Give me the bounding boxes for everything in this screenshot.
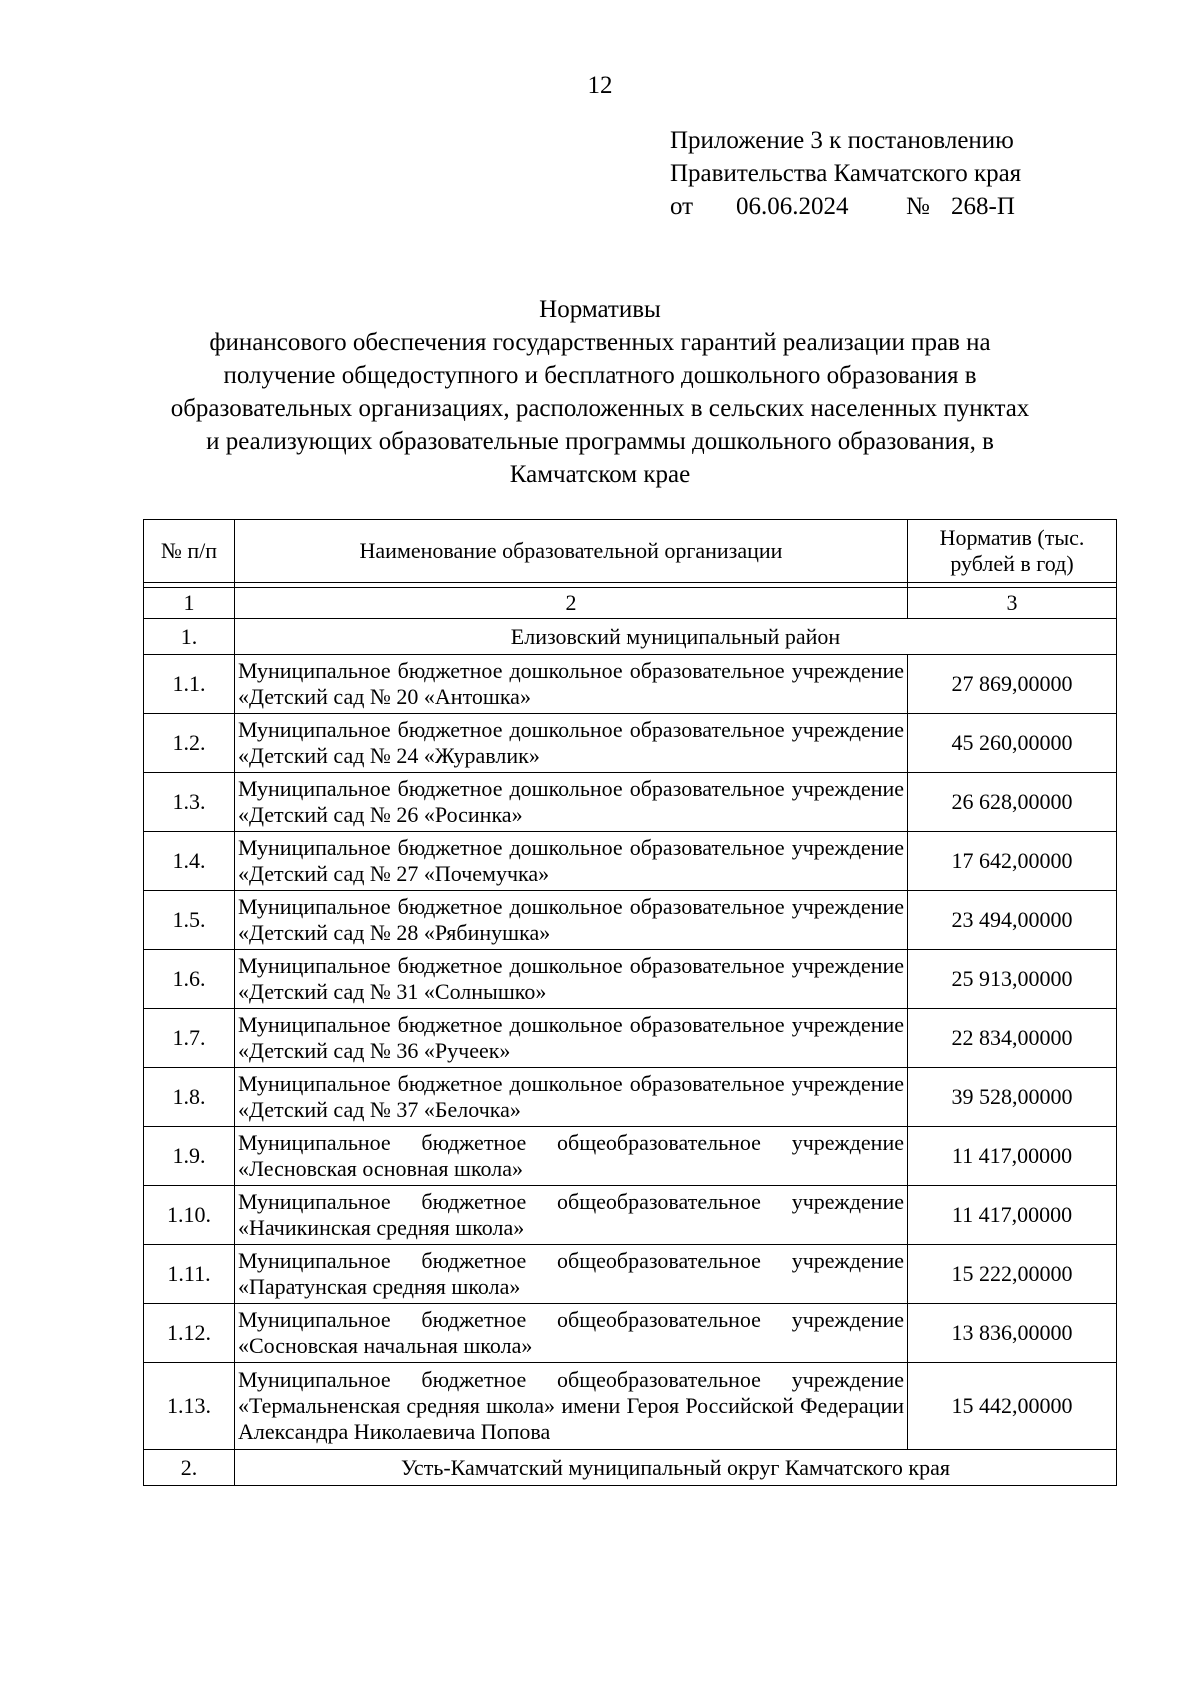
- title-line-3: получение общедоступного и бесплатного дошкольного образования в: [223, 362, 977, 389]
- resolution-date: 06.06.2024: [736, 193, 849, 220]
- row-number: 1.11.: [144, 1245, 235, 1304]
- row-number: 1.9.: [144, 1127, 235, 1186]
- row-number: 1.8.: [144, 1068, 235, 1127]
- table-row: [144, 1363, 1117, 1450]
- organization-name: Муниципальное бюджетное дошкольное образовательное учреждение «Детский сад № 24 «Журавлик»: [235, 714, 908, 773]
- column-index-2: 2: [235, 588, 908, 619]
- section-number: 2.: [144, 1450, 235, 1486]
- appendix-line-2: Правительства Камчатского края: [670, 160, 1022, 187]
- row-number: 1.10.: [144, 1186, 235, 1245]
- norm-value: 15 442,00000: [908, 1363, 1117, 1450]
- table-row: [144, 891, 1117, 950]
- title-line-6: Камчатском крае: [509, 461, 691, 488]
- norm-value: 17 642,00000: [908, 832, 1117, 891]
- norm-value: 45 260,00000: [908, 714, 1117, 773]
- organization-name: Муниципальное бюджетное общеобразовательное учреждение «Термальненская средняя школа» имени Героя Российской Федерации Александра Николаевича Попова: [235, 1363, 908, 1450]
- from-label: от: [670, 193, 694, 220]
- table-row: [144, 1068, 1117, 1127]
- page-number: 12: [587, 72, 613, 99]
- row-number: 1.3.: [144, 773, 235, 832]
- organization-name: Муниципальное бюджетное дошкольное образовательное учреждение «Детский сад № 28 «Рябинушка»: [235, 891, 908, 950]
- organization-name: Муниципальное бюджетное дошкольное образовательное учреждение «Детский сад № 26 «Росинка»: [235, 773, 908, 832]
- resolution-number: 268-П: [951, 193, 1015, 220]
- norms-table: [143, 519, 1117, 1486]
- organization-name: Муниципальное бюджетное дошкольное образовательное учреждение «Детский сад № 27 «Почемучка»: [235, 832, 908, 891]
- header-norm: Норматив (тыс. рублей в год): [908, 520, 1117, 583]
- column-index-1: 1: [144, 588, 235, 619]
- appendix-header: [670, 124, 1021, 223]
- table-row: [144, 1009, 1117, 1068]
- organization-name: Муниципальное бюджетное общеобразовательное учреждение «Лесновская основная школа»: [235, 1127, 908, 1186]
- norm-value: 13 836,00000: [908, 1304, 1117, 1363]
- column-index-3: 3: [908, 588, 1117, 619]
- column-index-row: [144, 588, 1117, 619]
- norm-value: 22 834,00000: [908, 1009, 1117, 1068]
- row-number: 1.2.: [144, 714, 235, 773]
- table-row: [144, 1127, 1117, 1186]
- appendix-date-number: [670, 190, 1021, 223]
- title-line-1: Нормативы: [539, 296, 661, 323]
- table-row: [144, 714, 1117, 773]
- row-number: 1.4.: [144, 832, 235, 891]
- title-line-5: и реализующих образовательные программы дошкольного образования, в: [206, 428, 994, 455]
- number-sign: №: [906, 193, 930, 220]
- organization-name: Муниципальное бюджетное дошкольное образовательное учреждение «Детский сад № 36 «Ручеек»: [235, 1009, 908, 1068]
- row-number: 1.7.: [144, 1009, 235, 1068]
- table-row: [144, 773, 1117, 832]
- section-number: 1.: [144, 619, 235, 655]
- norm-value: 23 494,00000: [908, 891, 1117, 950]
- organization-name: Муниципальное бюджетное дошкольное образовательное учреждение «Детский сад № 20 «Антошка»: [235, 655, 908, 714]
- norm-value: 11 417,00000: [908, 1186, 1117, 1245]
- section-row: [144, 1450, 1117, 1486]
- table-row: [144, 1186, 1117, 1245]
- organization-name: Муниципальное бюджетное общеобразовательное учреждение «Сосновская начальная школа»: [235, 1304, 908, 1363]
- section-name: Елизовский муниципальный район: [235, 619, 1117, 655]
- organization-name: Муниципальное бюджетное общеобразовательное учреждение «Паратунская средняя школа»: [235, 1245, 908, 1304]
- table-header-row: [144, 520, 1117, 583]
- title-line-4: образовательных организациях, расположенных в сельских населенных пунктах: [170, 395, 1030, 422]
- norm-value: 39 528,00000: [908, 1068, 1117, 1127]
- norm-value: 26 628,00000: [908, 773, 1117, 832]
- norm-value: 11 417,00000: [908, 1127, 1117, 1186]
- table-row: [144, 950, 1117, 1009]
- row-number: 1.5.: [144, 891, 235, 950]
- organization-name: Муниципальное бюджетное дошкольное образовательное учреждение «Детский сад № 37 «Белочка»: [235, 1068, 908, 1127]
- row-number: 1.13.: [144, 1363, 235, 1450]
- appendix-line-1: Приложение 3 к постановлению: [670, 127, 1014, 154]
- norm-value: 27 869,00000: [908, 655, 1117, 714]
- organization-name: Муниципальное бюджетное общеобразовательное учреждение «Начикинская средняя школа»: [235, 1186, 908, 1245]
- section-name: Усть-Камчатский муниципальный округ Камчатского края: [235, 1450, 1117, 1486]
- row-number: 1.6.: [144, 950, 235, 1009]
- norm-value: 15 222,00000: [908, 1245, 1117, 1304]
- table-row: [144, 1304, 1117, 1363]
- row-number: 1.1.: [144, 655, 235, 714]
- table-row: [144, 1245, 1117, 1304]
- norm-value: 25 913,00000: [908, 950, 1117, 1009]
- section-row: [144, 619, 1117, 655]
- document-title: [100, 293, 1100, 491]
- table-row: [144, 655, 1117, 714]
- title-line-2: финансового обеспечения государственных гарантий реализации прав на: [209, 329, 991, 356]
- organization-name: Муниципальное бюджетное дошкольное образовательное учреждение «Детский сад № 31 «Солнышко»: [235, 950, 908, 1009]
- table-row: [144, 832, 1117, 891]
- header-organization: Наименование образовательной организации: [235, 520, 908, 583]
- row-number: 1.12.: [144, 1304, 235, 1363]
- header-number: № п/п: [144, 520, 235, 583]
